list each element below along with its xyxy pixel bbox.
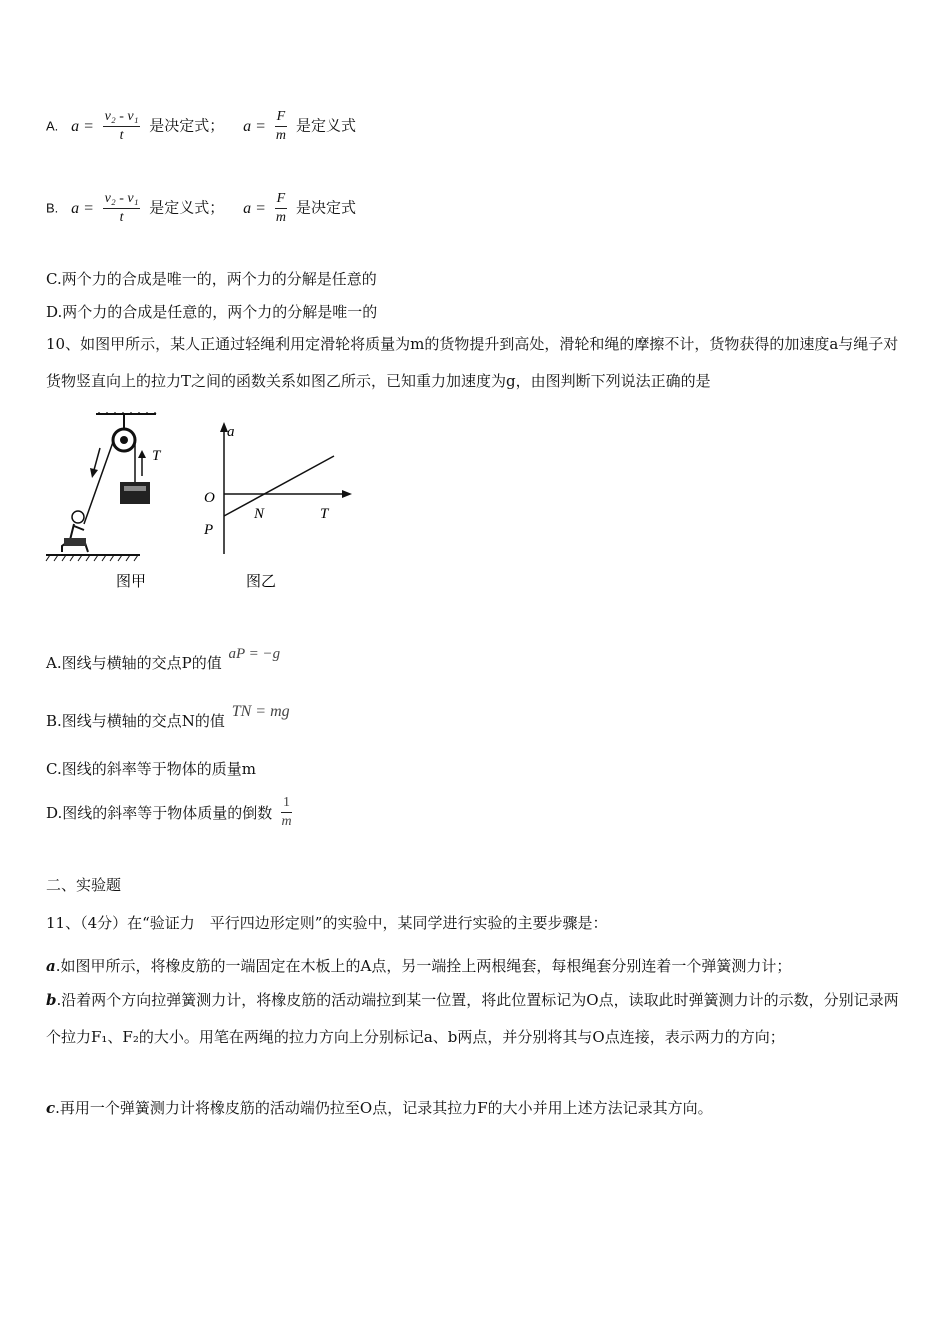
- step-label: a: [46, 957, 56, 975]
- q9-option-a: [46, 108, 356, 145]
- formula: aP = −g: [228, 646, 281, 662]
- step-label: c: [46, 1099, 56, 1117]
- fraction-denominator: t: [119, 210, 124, 225]
- fraction: [103, 108, 141, 145]
- option-text: B.图线与横轴的交点N的值: [46, 712, 225, 730]
- figure-caption-yi: 图乙: [246, 574, 277, 590]
- origin-label: O: [204, 490, 215, 506]
- q9-option-d: D.两个力的合成是任意的，两个力的分解是唯一的: [46, 303, 378, 321]
- formula: TN = mg: [231, 703, 290, 720]
- q9-option-b: [46, 190, 356, 227]
- formula-lhs: a =: [243, 117, 266, 135]
- option-text: 是决定式；: [149, 116, 225, 135]
- q10-option-c: C.图线的斜率等于物体的质量m: [46, 760, 256, 778]
- figure-yi: [196, 418, 360, 596]
- option-label: B.: [46, 200, 59, 216]
- a-t-graph: [196, 418, 360, 596]
- section-title: 二、实验题: [46, 876, 122, 894]
- y-axis-label: a: [227, 424, 235, 440]
- force-label-t: T: [152, 448, 161, 464]
- fraction-numerator: F: [275, 190, 288, 209]
- fraction-denominator: m: [281, 814, 292, 829]
- fraction: [275, 190, 288, 227]
- formula-lhs: a =: [243, 199, 266, 217]
- option-text: 是定义式；: [149, 198, 225, 217]
- q10-option-d: [46, 794, 296, 831]
- fraction: [275, 108, 288, 145]
- fraction-denominator: m: [275, 128, 286, 143]
- option-text: A.图线与横轴的交点P的值: [46, 654, 222, 672]
- q11-step-c: [46, 1090, 906, 1127]
- step-text: .如图甲所示，将橡皮筋的一端固定在木板上的A点，另一端拴上两根绳套，每根绳套分别连着一个弹簧测力计；: [55, 957, 792, 975]
- fraction-denominator: t: [119, 128, 124, 143]
- option-text: D.图线的斜率等于物体质量的倒数: [46, 804, 273, 822]
- point-n-label: N: [254, 506, 265, 522]
- figure-caption-jia: 图甲: [116, 574, 147, 590]
- step-label: b: [46, 991, 57, 1009]
- q11-stem: 11、（4分）在“验证力 平行四边形定则”的实验中，某同学进行实验的主要步骤是：: [46, 914, 608, 932]
- fraction: [281, 794, 292, 831]
- q11-step-b: [46, 982, 906, 1056]
- formula-lhs: a =: [71, 117, 94, 135]
- figure-jia: [44, 412, 204, 592]
- fraction: [103, 190, 141, 227]
- fraction-numerator: F: [275, 108, 288, 127]
- option-text: 是决定式: [295, 198, 356, 217]
- formula-lhs: a =: [71, 199, 94, 217]
- point-p-label: P: [204, 522, 214, 538]
- pulley-diagram: [44, 412, 204, 592]
- option-label: A.: [46, 118, 59, 134]
- q11-step-a: [46, 948, 906, 985]
- step-text: .再用一个弹簧测力计将橡皮筋的活动端仍拉至O点，记录其拉力F的大小并用上述方法记录其方向。: [55, 1099, 713, 1117]
- fraction-denominator: m: [275, 210, 286, 225]
- fraction-numerator: 1: [281, 794, 292, 813]
- q10-stem: 10、如图甲所示，某人正通过轻绳利用定滑轮将质量为m的货物提升到高处，滑轮和绳的摩擦不计，货物获得的加速度a与绳子对货物竖直向上的拉力T之间的函数关系如图乙所示，已知重力加速度为g，由图判断下列说法正确的是: [46, 335, 899, 390]
- q10-option-b: [46, 703, 290, 731]
- fraction-numerator: v₂ - v₁: [103, 190, 141, 209]
- q9-option-c: C.两个力的合成是唯一的，两个力的分解是任意的: [46, 270, 377, 288]
- step-text: .沿着两个方向拉弹簧测力计，将橡皮筋的活动端拉到某一位置，将此位置标记为O点，读取此时弹簧测力计的示数，分别记录两个拉力F₁、F₂的大小。用笔在两绳的拉力方向上分别标记a、b两点，并分别将其与O点连接，表示两力的方向；: [46, 991, 899, 1046]
- fraction-numerator: v₂ - v₁: [103, 108, 141, 127]
- x-axis-label: T: [320, 506, 329, 522]
- q10-option-a: [46, 646, 281, 673]
- option-text: 是定义式: [295, 116, 356, 135]
